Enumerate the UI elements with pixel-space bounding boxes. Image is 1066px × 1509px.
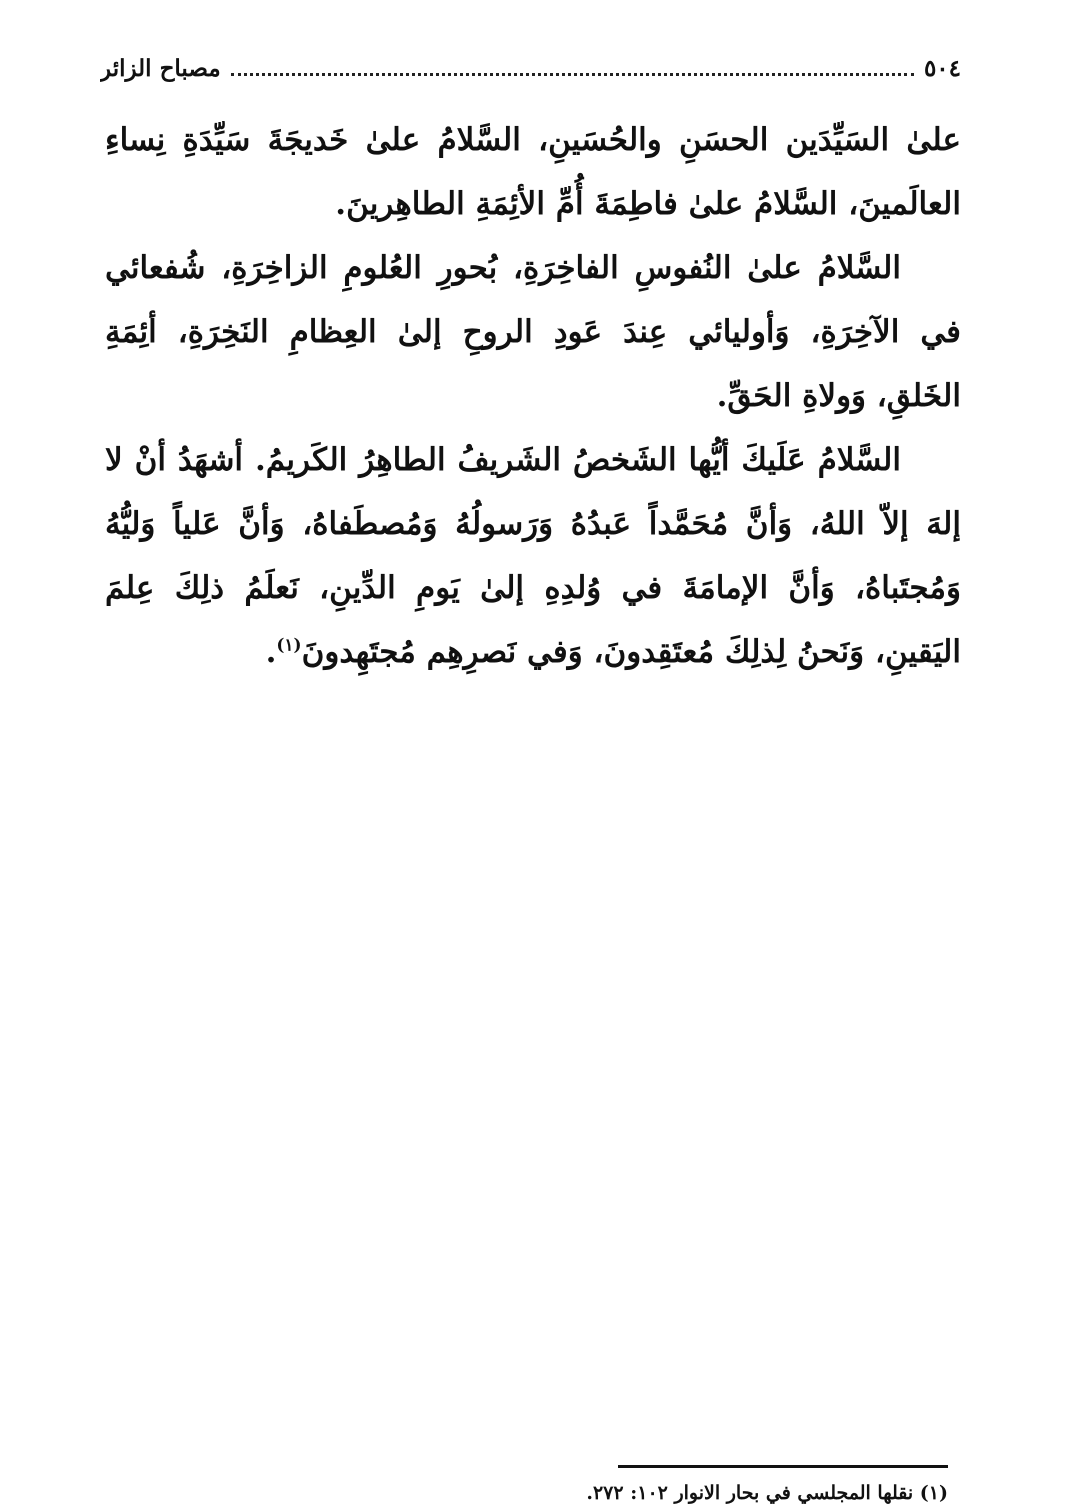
footnote: (١) نقلها المجلسي في بحار الانوار ١٠٢: ٢٧٢. bbox=[586, 1482, 948, 1504]
body-text bbox=[105, 108, 961, 684]
running-header bbox=[100, 48, 961, 88]
book-title: مصباح الزائر bbox=[100, 54, 221, 82]
paragraph-1: علىٰ السَيِّدَين الحسَنِ والحُسَينِ، السَّلامُ علىٰ خَديجَةَ سَيِّدَةِ نِساءِ العالَمينَ، السَّلامُ علىٰ فاطِمَةَ أُمِّ الأئِمَةِ الطاهِرينَ. bbox=[105, 122, 961, 222]
footnote-separator-rule bbox=[618, 1465, 948, 1468]
page-number: ٥٠٤ bbox=[923, 54, 961, 82]
paragraph-3-text: السَّلامُ عَلَيكَ أيُّها الشَخصُ الشَريفُ الطاهِرُ الكَريمُ. أشهَدُ أنْ لا إلهَ إلاّ اللهُ، وَأنَّ مُحَمَّداً عَبدُهُ وَرَسولُهُ وَمُصطَفاهُ، وَأنَّ عَلياً وَليُّهُ وَمُجتَباهُ، وَأنَّ الإمامَةَ في وُلدِهِ إلىٰ يَومِ الدِّينِ، نَعلَمُ ذلِكَ عِلمَ اليَقينِ، وَنَحنُ لِذلِكَ مُعتَقِدونَ، وَفي نَصرِهِم مُجتَهِدونَ bbox=[105, 442, 962, 670]
header-dotted-leader bbox=[231, 73, 914, 76]
paragraph-3 bbox=[105, 428, 961, 684]
paragraph-2: السَّلامُ علىٰ النُفوسِ الفاخِرَةِ، بُحورِ العُلومِ الزاخِرَةِ، شُفعائي في الآخِرَةِ، وَأوليائي عِندَ عَودِ الروحِ إلىٰ العِظامِ النَخِرَةِ، أئِمَةِ الخَلقِ، وَولاةِ الحَقِّ. bbox=[105, 250, 961, 414]
closing-punctuation: . bbox=[265, 634, 277, 670]
footnote-reference-marker[interactable]: (١) bbox=[276, 635, 302, 656]
